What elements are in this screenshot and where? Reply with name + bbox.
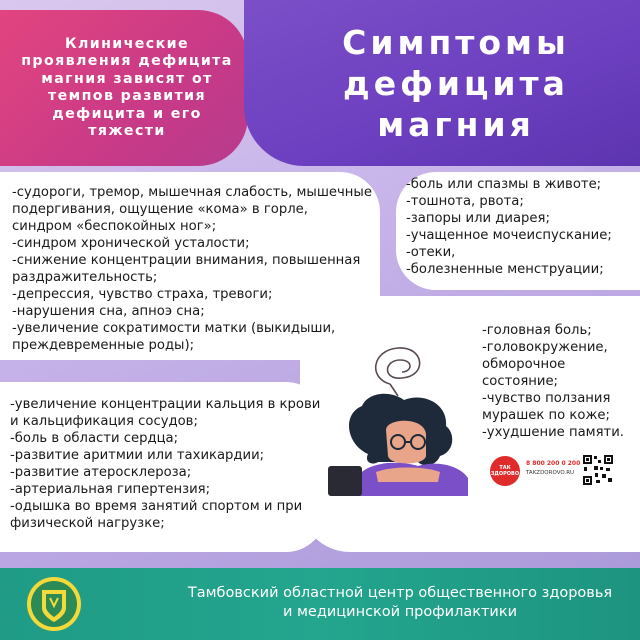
magnesium-deficiency-illustration — [328, 326, 478, 496]
promo-site: TAKZDOROVO.RU — [526, 470, 575, 476]
list-item: -снижение концентрации внимания, повышенная раздражительность; — [12, 253, 361, 285]
list-item: -судороги, тремор, мышечная слабость, мышечные подергивания, ощущение «кома» в горле, синдром «беспокойных ног»; — [12, 185, 372, 234]
list-item: -чувство ползания мурашек по коже; — [482, 391, 611, 423]
list-item: -запоры или диарея; — [406, 211, 550, 226]
list-item: -увеличение сократимости матки (выкидыши, преждевременные роды); — [12, 321, 336, 353]
footer — [0, 568, 640, 640]
intro-bubble — [0, 10, 248, 166]
list-item: -ухудшение памяти. — [482, 425, 624, 440]
list-item: -тошнота, рвота; — [406, 194, 524, 209]
list-item: -учащенное мочеиспускание; — [406, 228, 612, 243]
general-symptoms-list — [12, 184, 372, 354]
list-item: -головокружение, обморочное состояние; — [482, 340, 608, 389]
list-item: -увеличение концентрации кальция в крови и кальцификация сосудов; — [10, 397, 321, 429]
list-item: -развитие аритмии или тахикардии; — [10, 448, 265, 463]
qr-code-icon[interactable] — [582, 454, 614, 486]
promo-phone: 8 800 200 0 200 — [526, 460, 581, 467]
list-item: -болезненные менструации; — [406, 262, 604, 277]
title-bubble — [244, 0, 640, 166]
list-item: -синдром хронической усталости; — [12, 236, 250, 251]
page-title: Симптомы дефицита магния — [342, 22, 570, 144]
list-item: -нарушения сна, апноэ сна; — [12, 304, 205, 319]
promo-block — [484, 452, 634, 492]
list-item: -артериальная гипертензия; — [10, 482, 211, 497]
list-item: -боль или спазмы в животе; — [406, 177, 602, 192]
footer-organization: Тамбовский областной центр общественного здоровья и медицинской профилактики — [187, 585, 613, 620]
list-item: -развитие атеросклероза; — [10, 465, 192, 480]
list-item: -отеки, — [406, 245, 456, 260]
list-item: -головная боль; — [482, 323, 592, 338]
promo-logo: ТАК ЗДОРОВО — [490, 456, 520, 486]
intro-text: Клинические проявления дефицита магния зависят от темпов развития дефицита и его тяжести — [21, 35, 233, 139]
list-item: -одышка во время занятий спортом и при физической нагрузке; — [10, 499, 303, 531]
list-item: -боль в области сердца; — [10, 431, 179, 446]
list-item: -депрессия, чувство страха, тревоги; — [12, 287, 273, 302]
digestive-symptoms-list — [406, 176, 636, 278]
emblem-icon — [26, 576, 82, 632]
cardiovascular-symptoms-list — [10, 396, 322, 532]
neurological-symptoms-list — [482, 322, 638, 441]
